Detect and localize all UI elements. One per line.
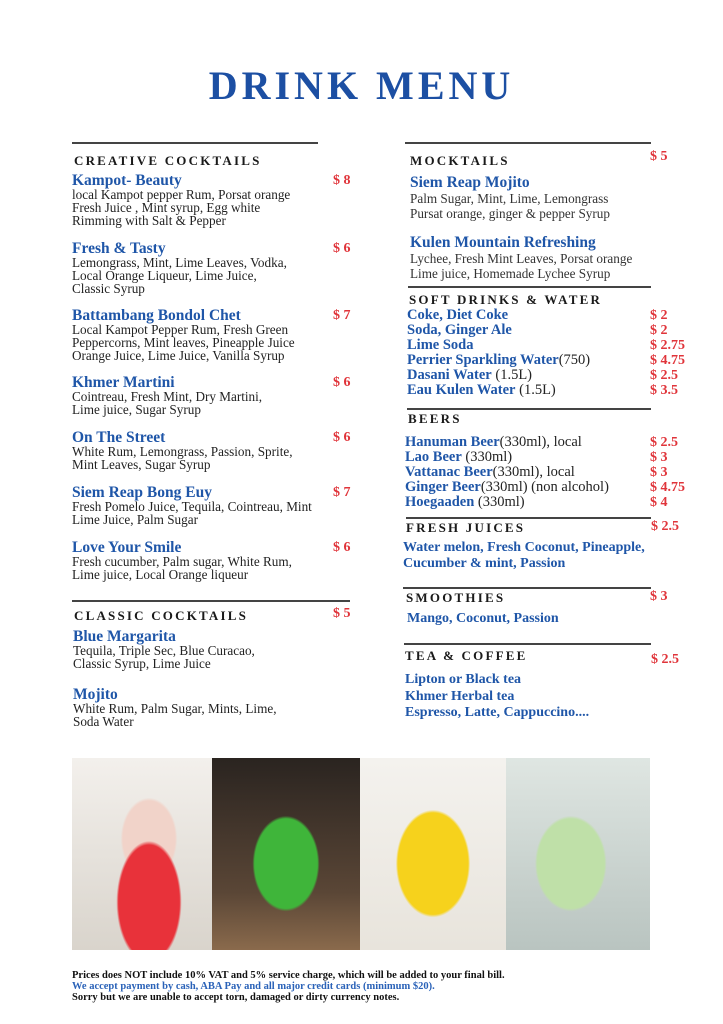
menu-item xyxy=(72,241,287,295)
menu-item xyxy=(73,687,277,729)
item-description: Palm Sugar, Mint, Lime, Lemongrass xyxy=(410,191,609,206)
item-name: Khmer Martini xyxy=(72,374,175,391)
item-name: Hoegaaden xyxy=(405,494,475,510)
item-description: Lime juice, Local Orange liqueur xyxy=(72,566,249,582)
smoothies-price: $ 3 xyxy=(650,589,668,604)
menu-item xyxy=(72,540,292,582)
item-price: $ 8 xyxy=(333,173,351,188)
item-description: White Rum, Lemongrass, Passion, Sprite, xyxy=(72,444,293,459)
menu-item xyxy=(72,173,290,227)
item-price: $ 6 xyxy=(333,241,351,256)
item-note: (330ml), local xyxy=(499,434,582,450)
item-note: (1.5L) xyxy=(515,382,556,398)
item-description: Fresh cucumber, Palm sugar, White Rum, xyxy=(72,554,292,569)
menu-row xyxy=(407,323,512,338)
item-name: Vattanac Beer xyxy=(405,464,493,480)
cocktail-photo-yellow xyxy=(360,758,506,950)
list-item: Water melon, Fresh Coconut, Pineapple, xyxy=(403,540,645,555)
item-price: $ 2.5 xyxy=(650,368,678,383)
item-price: $ 4.75 xyxy=(650,353,685,368)
item-name: Dasani Water xyxy=(407,367,492,383)
menu-row xyxy=(405,450,512,465)
menu-row xyxy=(407,353,590,368)
item-note: (330ml), local xyxy=(492,464,575,480)
menu-item xyxy=(410,175,610,221)
divider xyxy=(406,517,651,519)
item-name: Love Your Smile xyxy=(72,539,182,556)
item-description: Classic Syrup xyxy=(72,280,145,296)
tea-coffee-list xyxy=(405,672,589,722)
item-name: Kulen Mountain Refreshing xyxy=(410,234,596,251)
section-heading-creative-cocktails: CREATIVE COCKTAILS xyxy=(74,153,262,168)
divider xyxy=(407,408,651,410)
footer-payment-note: We accept payment by cash, ABA Pay and all major credit cards (minimum $20). xyxy=(72,981,435,992)
menu-row xyxy=(405,480,609,495)
cocktail-photo-mojito xyxy=(506,758,650,950)
cocktail-photo-green xyxy=(212,758,360,950)
item-note: (750) xyxy=(558,352,591,368)
item-price: $ 3 xyxy=(650,450,668,465)
menu-row xyxy=(407,383,556,398)
item-name: Perrier Sparkling Water xyxy=(407,352,559,368)
list-item: Mango, Coconut, Passion xyxy=(407,611,559,626)
divider xyxy=(72,142,318,144)
smoothies-list xyxy=(407,611,559,627)
menu-row xyxy=(407,368,532,383)
item-price: $ 2 xyxy=(650,308,668,323)
item-price: $ 2.75 xyxy=(650,338,685,353)
menu-row xyxy=(407,338,473,353)
item-description: Peppercorns, Mint leaves, Pineapple Juice xyxy=(72,334,295,350)
item-price: $ 4.75 xyxy=(650,480,685,495)
item-price: $ 2.5 xyxy=(650,435,678,450)
divider xyxy=(403,587,651,589)
item-description: Fresh Pomelo Juice, Tequila, Cointreau, Mint xyxy=(72,499,312,514)
item-description: Lime juice, Sugar Syrup xyxy=(72,401,201,417)
menu-item xyxy=(72,430,293,472)
item-name: Siem Reap Bong Euy xyxy=(72,484,212,501)
tea-coffee-price: $ 2.5 xyxy=(651,652,679,667)
page-title: DRINK MENU xyxy=(208,63,515,108)
cocktail-photo-red xyxy=(72,758,212,950)
menu-row xyxy=(405,465,575,480)
item-price: $ 7 xyxy=(333,308,351,323)
item-description: Mint Leaves, Sugar Syrup xyxy=(72,456,211,472)
item-price: $ 7 xyxy=(333,485,351,500)
section-heading-smoothies: SMOOTHIES xyxy=(406,590,506,605)
item-note: (330ml) xyxy=(461,449,513,465)
item-description: Fresh Juice , Mint syrup, Egg white xyxy=(72,199,261,215)
item-price: $ 6 xyxy=(333,375,351,390)
item-price: $ 2 xyxy=(650,323,668,338)
fresh-juices-price: $ 2.5 xyxy=(651,519,679,534)
item-note: (330ml) xyxy=(474,494,525,510)
item-note: (1.5L) xyxy=(491,367,532,383)
item-description: Cointreau, Fresh Mint, Dry Martini, xyxy=(72,389,263,404)
item-name: Fresh & Tasty xyxy=(72,240,166,257)
item-price: $ 3 xyxy=(650,465,668,480)
item-name: Siem Reap Mojito xyxy=(410,174,530,191)
menu-item xyxy=(72,375,262,417)
item-description: Local Orange Liqueur, Lime Juice, xyxy=(72,267,257,283)
item-description: Soda Water xyxy=(73,713,134,729)
footer-currency-note: Sorry but we are unable to accept torn, damaged or dirty currency notes. xyxy=(72,992,400,1003)
item-name: Lime Soda xyxy=(407,337,474,353)
item-name: Ginger Beer xyxy=(405,479,481,495)
section-heading-mocktails: MOCKTAILS xyxy=(410,153,510,168)
item-description: Rimming with Salt & Pepper xyxy=(72,212,226,228)
item-name: Soda, Ginger Ale xyxy=(407,322,512,338)
list-item: Cucumber & mint, Passion xyxy=(403,555,566,571)
item-name: Eau Kulen Water xyxy=(407,382,516,398)
item-description: Lime Juice, Palm Sugar xyxy=(72,511,198,527)
item-name: Mojito xyxy=(73,686,118,703)
mocktails-price: $ 5 xyxy=(650,149,668,164)
item-price: $ 6 xyxy=(333,540,351,555)
menu-item xyxy=(410,235,632,281)
item-description: Lime juice, Homemade Lychee Syrup xyxy=(410,266,611,281)
item-name: On The Street xyxy=(72,429,166,446)
classic-cocktails-price: $ 5 xyxy=(333,606,351,621)
section-heading-fresh-juices: FRESH JUICES xyxy=(406,520,526,535)
menu-item xyxy=(73,629,255,671)
divider xyxy=(404,643,651,645)
item-price: $ 3.5 xyxy=(650,383,678,398)
menu-row xyxy=(405,495,525,510)
list-item: Espresso, Latte, Cappuccino.... xyxy=(405,705,590,720)
divider xyxy=(72,600,350,602)
menu-item xyxy=(72,485,312,527)
item-name: Battambang Bondol Chet xyxy=(72,307,241,324)
item-price: $ 6 xyxy=(333,430,351,445)
item-name: Kampot- Beauty xyxy=(72,172,182,189)
item-name: Lao Beer xyxy=(405,449,462,465)
item-description: local Kampot pepper Rum, Porsat orange xyxy=(72,187,291,202)
menu-row xyxy=(407,308,508,323)
list-item: Khmer Herbal tea xyxy=(405,688,515,704)
list-item: Lipton or Black tea xyxy=(405,672,522,687)
item-price: $ 4 xyxy=(650,495,668,510)
divider xyxy=(408,286,651,288)
fresh-juices-list xyxy=(403,540,645,571)
item-name: Hanuman Beer xyxy=(405,434,500,450)
menu-item xyxy=(72,308,295,362)
item-description: Lemongrass, Mint, Lime Leaves, Vodka, xyxy=(72,255,287,270)
divider xyxy=(405,142,651,144)
footer-vat-note: Prices does NOT include 10% VAT and 5% service charge, which will be added to your final bill. xyxy=(72,970,505,981)
item-description: Orange Juice, Lime Juice, Vanilla Syrup xyxy=(72,347,285,363)
item-note: (330ml) (non alcohol) xyxy=(480,479,609,495)
section-heading-tea-coffee: TEA & COFFEE xyxy=(405,648,528,663)
item-description: Lychee, Fresh Mint Leaves, Porsat orange xyxy=(410,251,633,266)
menu-row xyxy=(405,435,582,450)
item-description: Tequila, Triple Sec, Blue Curacao, xyxy=(73,643,255,658)
item-description: Local Kampot Pepper Rum, Fresh Green xyxy=(72,322,289,337)
section-heading-beers: BEERS xyxy=(408,411,462,426)
section-heading-soft-drinks: SOFT DRINKS & WATER xyxy=(409,292,603,307)
item-name: Coke, Diet Coke xyxy=(407,307,509,323)
item-description: Pursat orange, ginger & pepper Syrup xyxy=(410,206,610,221)
section-heading-classic-cocktails: CLASSIC COCKTAILS xyxy=(74,608,249,623)
item-name: Blue Margarita xyxy=(73,628,176,645)
item-description: White Rum, Palm Sugar, Mints, Lime, xyxy=(73,701,277,716)
item-description: Classic Syrup, Lime Juice xyxy=(73,655,211,671)
